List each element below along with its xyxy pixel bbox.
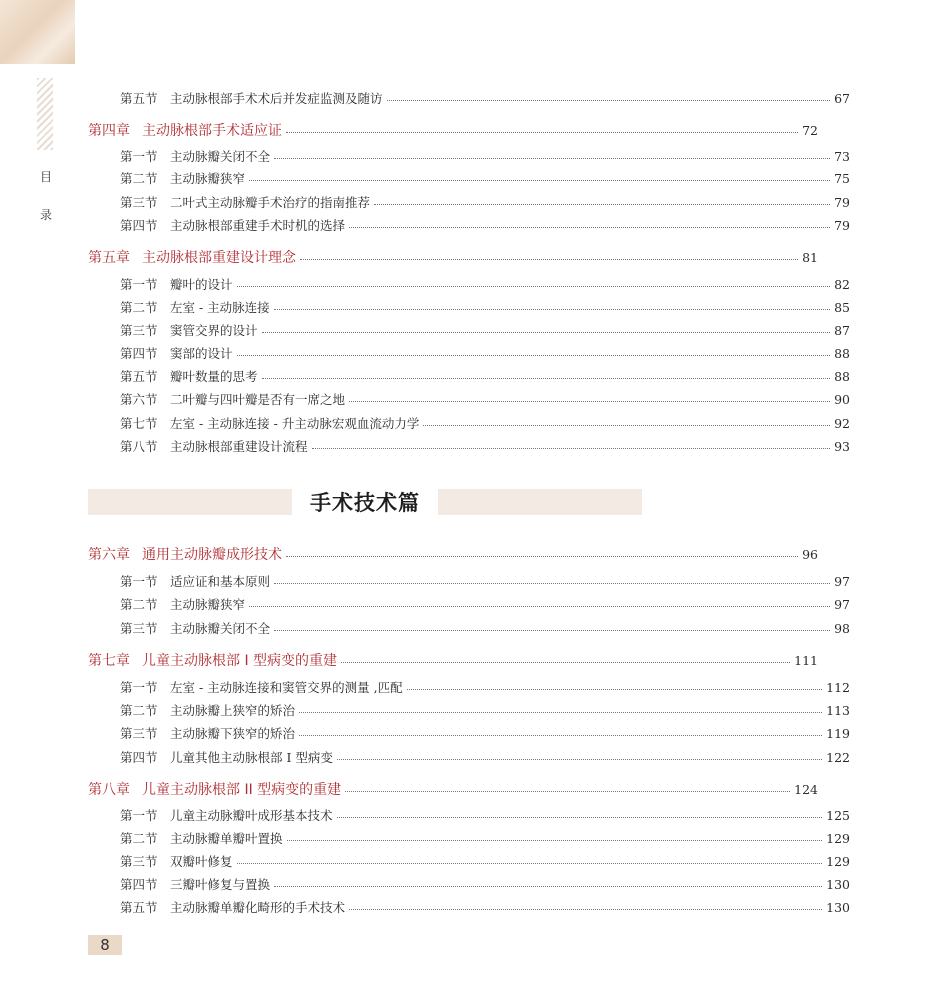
toc-entry-label [88,247,296,267]
toc-section-entry[interactable] [0,436,938,456]
toc-entry-title: 主动脉瓣下狭窄的矫治 [170,726,296,741]
toc-entry-page: 92 [834,415,850,431]
toc-entry-label [120,678,403,696]
toc-entry-label [120,89,383,107]
toc-dot-leader [287,839,823,841]
toc-dot-leader [274,157,830,159]
toc-entry-number: 第一节 [120,149,158,164]
toc-entry-title: 儿童主动脉根部 I 型病变的重建 [142,653,338,669]
toc-dot-leader [423,424,830,426]
toc-entry-label [120,898,345,916]
toc-section-entry[interactable] [0,571,938,591]
toc-entry-page: 122 [826,749,850,765]
toc-dot-leader [341,661,790,663]
toc-entry-title: 二叶式主动脉瓣手术治疗的指南推荐 [170,195,371,210]
toc-entry-title: 适应证和基本原则 [170,574,271,589]
toc-dot-leader [299,734,822,736]
toc-entry-number: 第二节 [120,300,158,315]
toc-entry-label [120,806,333,824]
page-number: 8 [88,935,122,955]
toc-dot-leader [286,131,798,133]
toc-entry-label [120,619,270,637]
toc-section-entry[interactable] [0,343,938,363]
toc-entry-label [120,367,258,385]
toc-dot-leader [286,555,798,557]
toc-dot-leader [249,179,830,181]
toc-dot-leader [249,605,830,607]
toc-entry-number: 第一节 [120,680,158,695]
toc-entry-title: 主动脉根部重建设计流程 [170,439,308,454]
sidebar-label-mu: 目 [39,170,52,184]
sidebar-label-lu: 录 [39,208,52,222]
toc-entry-number: 第四节 [120,877,158,892]
toc-entry-page: 129 [826,853,850,869]
toc-entry-number: 第六节 [120,392,158,407]
toc-entry-page: 90 [834,391,850,407]
toc-entry-page: 113 [826,702,850,718]
toc-entry-number: 第二节 [120,703,158,718]
toc-section-entry[interactable] [0,168,938,188]
toc-dot-leader [237,354,831,356]
toc-entry-page: 87 [834,322,850,338]
toc-entry-number: 第一节 [120,808,158,823]
toc-entry-number: 第四节 [120,750,158,765]
toc-entry-number: 第二节 [120,831,158,846]
toc-entry-title: 主动脉根部手术适应证 [142,123,282,139]
toc-dot-leader [349,226,830,228]
toc-entry-page: 97 [834,596,850,612]
toc-dot-leader [274,582,830,584]
toc-entry-title: 左室 - 主动脉连接和窦管交界的测量 ,匹配 [170,680,403,695]
toc-entry-number: 第六章 [88,547,130,563]
toc-section-entry[interactable] [0,874,938,894]
toc-entry-label [120,829,283,847]
toc-entry-title: 主动脉瓣关闭不全 [170,621,271,636]
toc-entry-label [120,147,270,165]
toc-entry-label [120,437,308,455]
toc-entry-number: 第三节 [120,621,158,636]
toc-entry-page: 124 [794,781,818,797]
toc-entry-label [120,169,245,187]
toc-entry-label [88,779,341,799]
toc-entry-number: 第一节 [120,277,158,292]
toc-entry-page: 88 [834,368,850,384]
toc-section-entry[interactable] [0,413,938,433]
toc-entry-page: 119 [826,725,850,741]
toc-entry-page: 67 [834,90,850,106]
toc-section-entry[interactable] [0,851,938,871]
toc-section-entry[interactable] [0,320,938,340]
toc-entry-page: 111 [794,652,818,668]
toc-section-entry[interactable] [0,192,938,212]
toc-entry-page: 73 [834,148,850,164]
toc-entry-number: 第四章 [88,123,130,139]
toc-entry-page: 112 [826,679,850,695]
toc-entry-title: 儿童主动脉根部 II 型病变的重建 [142,782,342,798]
toc-entry-label [88,650,337,670]
toc-entry-label [120,344,233,362]
toc-chapter-entry[interactable] [0,650,906,670]
toc-entry-number: 第一节 [120,574,158,589]
toc-dot-leader [237,862,823,864]
toc-entry-title: 主动脉瓣单瓣叶置换 [170,831,283,846]
toc-entry-title: 主动脉瓣上狭窄的矫治 [170,703,296,718]
toc-entry-title: 双瓣叶修复 [170,854,233,869]
toc-entry-page: 75 [834,170,850,186]
toc-entry-number: 第五节 [120,369,158,384]
toc-section-entry[interactable] [0,594,938,614]
toc-entry-title: 主动脉根部重建手术时机的选择 [170,218,346,233]
toc-entry-number: 第三节 [120,726,158,741]
toc-entry-title: 儿童其他主动脉根部 I 型病变 [170,750,333,765]
toc-entry-page: 98 [834,620,850,636]
toc-entry-label [120,724,295,742]
toc-entry-title: 主动脉瓣狭窄 [170,171,246,186]
toc-entry-label [120,852,233,870]
toc-entry-title: 主动脉瓣狭窄 [170,597,246,612]
toc-entry-number: 第二节 [120,171,158,186]
toc-entry-label [120,572,270,590]
toc-entry-title: 通用主动脉瓣成形技术 [142,547,282,563]
toc-entry-page: 125 [826,807,850,823]
toc-dot-leader [262,331,831,333]
toc-section-entry[interactable] [0,389,938,409]
toc-entry-title: 左室 - 主动脉连接 [170,300,270,315]
toc-entry-label [88,544,282,564]
toc-section-entry[interactable] [0,215,938,235]
toc-entry-label [88,120,282,140]
toc-dot-leader [312,447,831,449]
toc-entry-page: 129 [826,830,850,846]
toc-entry-title: 主动脉根部手术术后并发症监测及随访 [170,91,383,106]
toc-dot-leader [300,258,798,260]
toc-entry-title: 儿童主动脉瓣叶成形基本技术 [170,808,333,823]
toc-entry-number: 第五章 [88,250,130,266]
toc-dot-leader [299,711,822,713]
toc-entry-page: 88 [834,345,850,361]
toc-entry-title: 窦部的设计 [170,346,233,361]
corner-decoration [0,0,75,64]
toc-dot-leader [237,285,831,287]
toc-entry-page: 82 [834,276,850,292]
toc-dot-leader [374,203,830,205]
toc-section-entry[interactable] [0,297,938,317]
toc-dot-leader [274,885,822,887]
toc-dot-leader [274,629,830,631]
toc-entry-number: 第七章 [88,653,130,669]
toc-section-entry[interactable] [0,618,938,638]
toc-entry-title: 主动脉瓣关闭不全 [170,149,271,164]
toc-section-entry[interactable] [0,274,938,294]
toc-chapter-entry[interactable] [0,120,906,140]
toc-entry-label [120,414,419,432]
toc-entry-number: 第三节 [120,323,158,338]
toc-chapter-entry[interactable] [0,779,906,799]
toc-dot-leader [349,908,822,910]
toc-entry-title: 主动脉瓣单瓣化畸形的手术技术 [170,900,346,915]
toc-entry-label [120,275,233,293]
toc-entry-number: 第四节 [120,346,158,361]
toc-entry-number: 第七节 [120,416,158,431]
toc-entry-title: 窦管交界的设计 [170,323,258,338]
toc-entry-page: 96 [802,546,818,562]
toc-entry-page: 93 [834,438,850,454]
toc-entry-page: 97 [834,573,850,589]
toc-entry-label [120,875,270,893]
toc-entry-label [120,748,333,766]
toc-section-entry[interactable] [0,366,938,386]
toc-entry-title: 左室 - 主动脉连接 - 升主动脉宏观血流动力学 [170,416,420,431]
toc-entry-number: 第三节 [120,195,158,210]
toc-entry-label [120,595,245,613]
toc-dot-leader [337,758,822,760]
toc-section-entry[interactable] [0,146,938,166]
toc-entry-number: 第八章 [88,782,130,798]
toc-entry-title: 瓣叶数量的思考 [170,369,258,384]
toc-entry-number: 第八节 [120,439,158,454]
toc-section-entry[interactable] [0,828,938,848]
toc-section-entry[interactable] [0,677,938,697]
toc-section-entry[interactable] [0,88,938,108]
toc-section-entry[interactable] [0,700,938,720]
toc-entry-label [120,216,345,234]
toc-entry-label [120,193,370,211]
toc-entry-page: 79 [834,194,850,210]
toc-entry-page: 79 [834,217,850,233]
toc-dot-leader [337,816,823,818]
toc-entry-title: 三瓣叶修复与置换 [170,877,271,892]
toc-dot-leader [345,790,790,792]
toc-entry-title: 瓣叶的设计 [170,277,233,292]
toc-section-entry[interactable] [0,805,938,825]
toc-dot-leader [407,688,823,690]
toc-section-entry[interactable] [0,897,938,917]
toc-dot-leader [274,308,830,310]
toc-entry-page: 85 [834,299,850,315]
toc-entry-page: 81 [802,249,818,265]
part-banner [88,489,642,515]
toc-entry-number: 第三节 [120,854,158,869]
toc-entry-label [120,321,258,339]
toc-section-entry[interactable] [0,747,938,767]
toc-entry-number: 第五节 [120,91,158,106]
toc-dot-leader [387,99,831,101]
toc-entry-page: 130 [826,876,850,892]
toc-dot-leader [349,400,830,402]
toc-entry-title: 主动脉根部重建设计理念 [142,250,296,266]
toc-entry-label [120,390,345,408]
toc-entry-page: 130 [826,899,850,915]
toc-dot-leader [262,377,831,379]
toc-entry-label [120,298,270,316]
toc-entry-page: 72 [802,122,818,138]
toc-entry-number: 第二节 [120,597,158,612]
toc-entry-number: 第五节 [120,900,158,915]
toc-chapter-entry[interactable] [0,544,906,564]
toc-entry-title: 二叶瓣与四叶瓣是否有一席之地 [170,392,346,407]
toc-section-entry[interactable] [0,723,938,743]
part-title: 手术技术篇 [292,487,438,517]
toc-chapter-entry[interactable] [0,247,906,267]
toc-entry-label [120,701,295,719]
toc-entry-number: 第四节 [120,218,158,233]
